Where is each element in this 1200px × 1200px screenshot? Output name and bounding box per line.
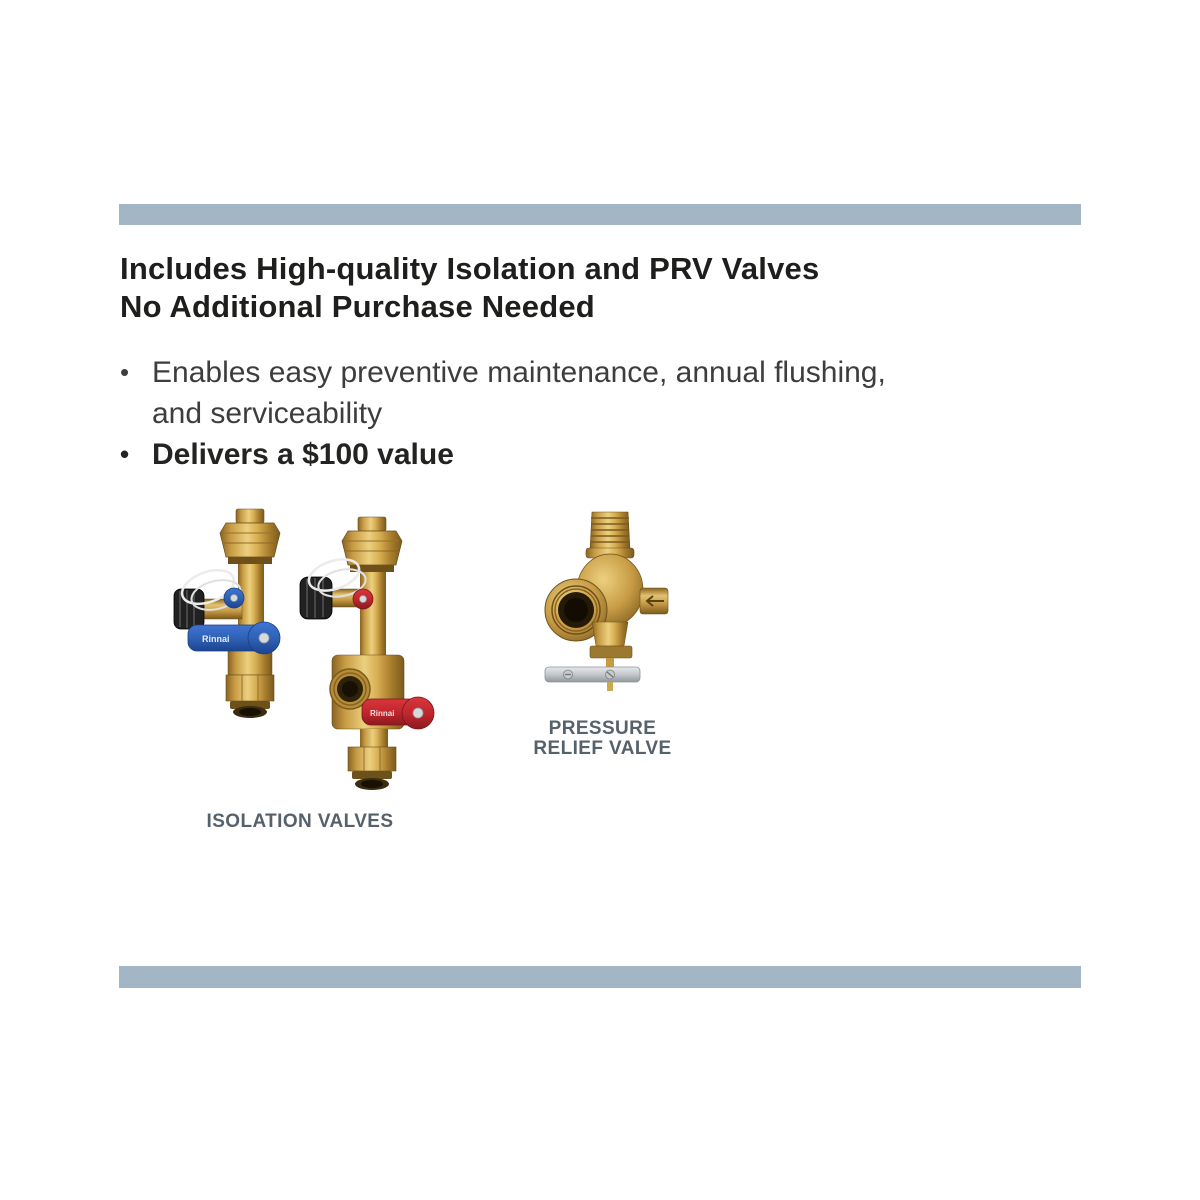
page-title [120,250,819,326]
page-title-line-1: Includes High-quality Isolation and PRV Valves [120,251,820,286]
bullet-text [152,434,1060,475]
brand-text: Rinnai [202,634,230,644]
brand-text: Rinnai [370,709,395,718]
cold-lever-handle [188,622,280,654]
prv-caption-line-1: PRESSURE [548,718,657,739]
isolation-valves-caption: ISOLATION VALVES [206,811,394,832]
pressure-relief-valve-caption [510,719,695,759]
pressure-relief-valve-image [540,510,690,700]
cold-isolation-valve [174,509,280,718]
top-accent-bar [119,204,1081,225]
bullet-line: Delivers a $100 value [152,438,454,471]
prv-body [545,512,668,668]
bullet-line: and serviceability [152,397,383,430]
prv-caption-line-2: RELIEF VALVE [533,738,672,759]
bottom-accent-bar [119,966,1081,988]
list-item [120,352,1060,434]
feature-list [120,352,1060,475]
list-item [120,434,1060,475]
bullet-icon: • [120,439,130,469]
prv-test-lever [545,667,640,691]
hot-lever-handle [362,697,434,729]
bullet-icon: • [120,357,130,387]
bullet-text [152,352,1060,434]
isolation-valves-image [166,503,436,798]
hot-isolation-valve [300,517,434,790]
bullet-line: Enables easy preventive maintenance, annual flushing, [152,356,886,389]
page-title-line-2: No Additional Purchase Needed [120,289,595,324]
